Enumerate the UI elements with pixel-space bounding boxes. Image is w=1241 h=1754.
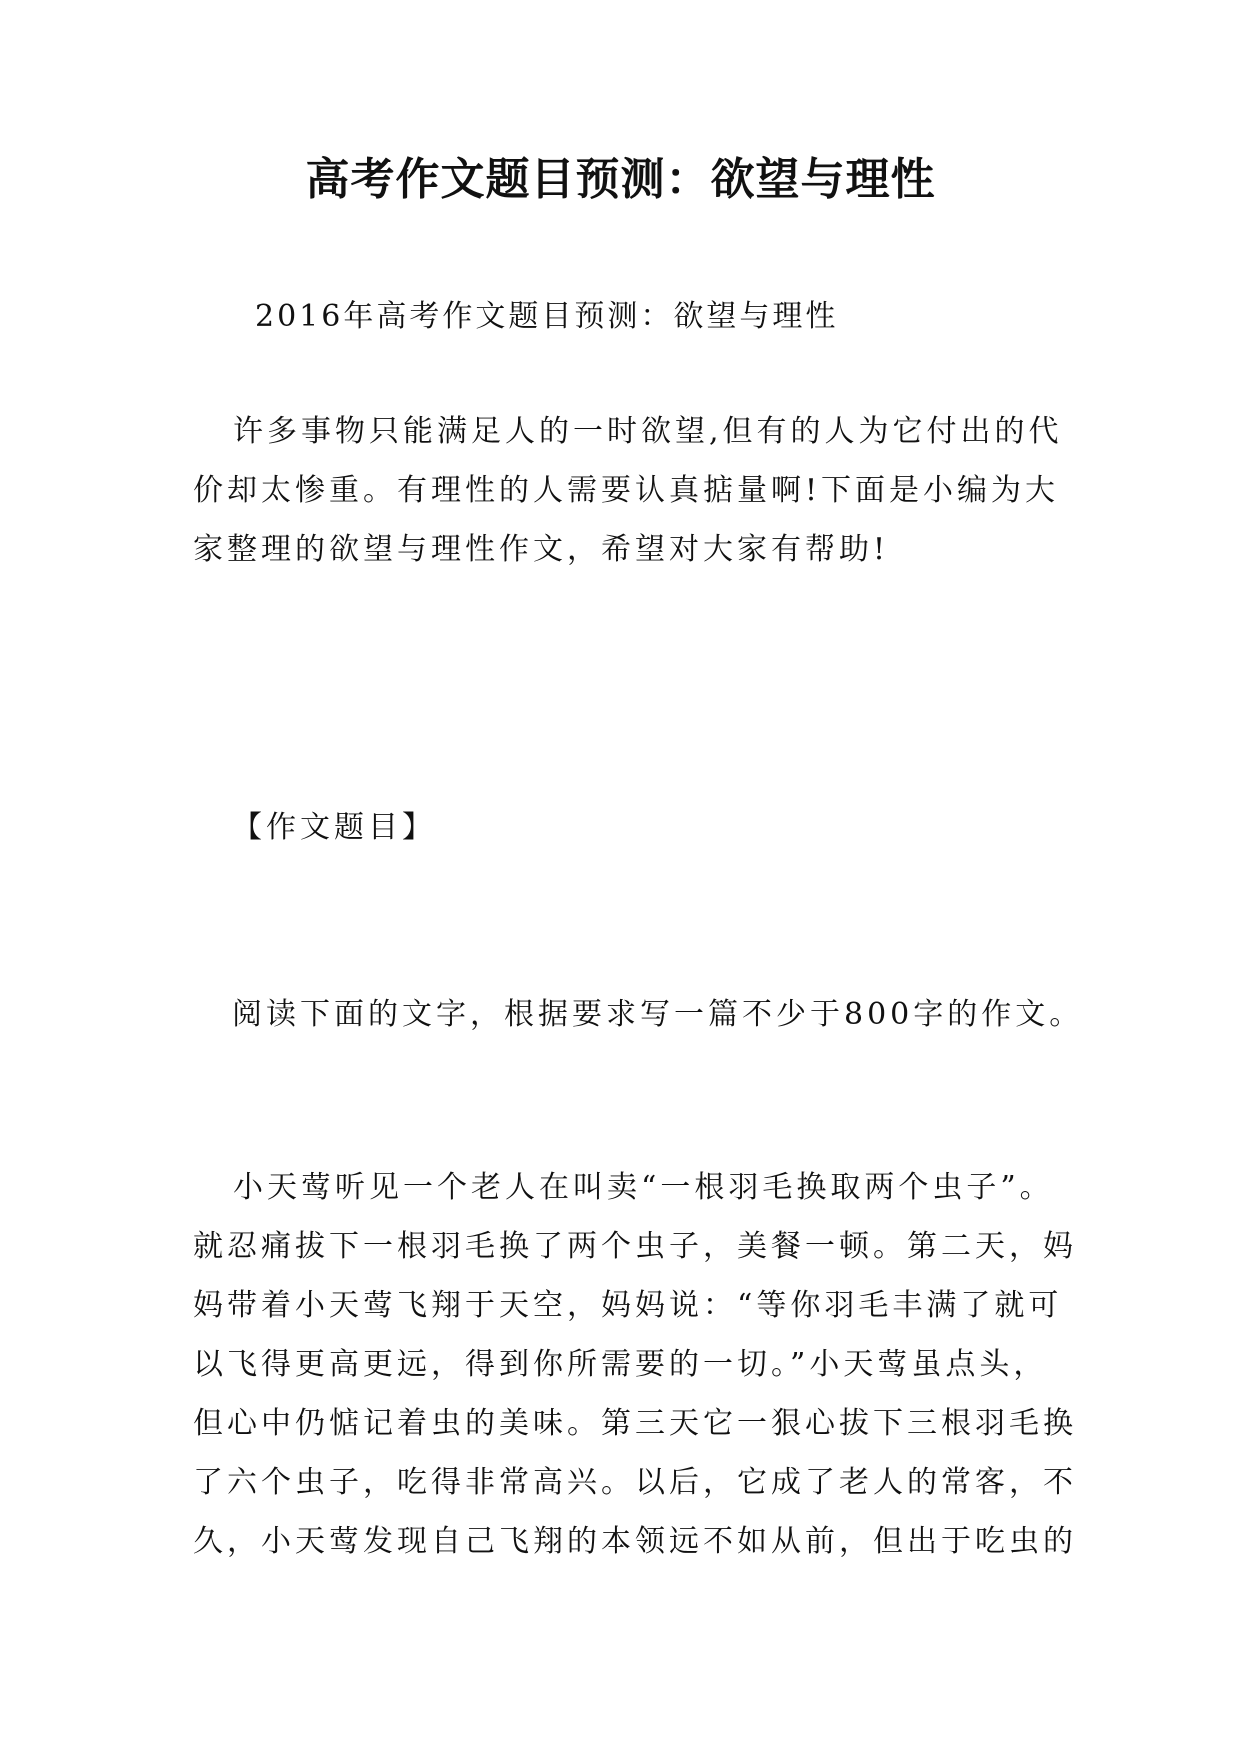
story-line: 以飞得更高更远，得到你所需要的一切。”小天莺虽点头， <box>193 1347 1048 1382</box>
intro-paragraph <box>193 402 1073 579</box>
intro-line: 许多事物只能满足人的一时欲望,但有的人为它付出的代 <box>233 414 1063 449</box>
intro-line: 家整理的欲望与理性作文，希望对大家有帮助! <box>193 532 890 567</box>
intro-line: 价却太惨重。有理性的人需要认真掂量啊!下面是小编为大 <box>193 473 1060 508</box>
story-line: 妈带着小天莺飞翔于天空，妈妈说：“等你羽毛丰满了就可 <box>193 1288 1063 1323</box>
story-line: 了六个虫子，吃得非常高兴。以后，它成了老人的常客，不 <box>193 1465 1077 1500</box>
story-line: 小天莺听见一个老人在叫卖“一根羽毛换取两个虫子”。 <box>233 1170 1054 1205</box>
essay-prompt: 阅读下面的文字，根据要求写一篇不少于800字的作文。 <box>232 997 1084 1032</box>
story-line: 但心中仍惦记着虫的美味。第三天它一狠心拔下三根羽毛换 <box>193 1406 1077 1441</box>
document-subtitle: 2016年高考作文题目预测：欲望与理性 <box>255 299 839 334</box>
story-paragraph <box>193 1158 1077 1571</box>
story-line: 就忍痛拔下一根羽毛换了两个虫子，美餐一顿。第二天，妈 <box>193 1229 1077 1264</box>
document-title: 高考作文题目预测：欲望与理性 <box>305 154 936 205</box>
story-line: 久，小天莺发现自己飞翔的本领远不如从前，但出于吃虫的 <box>193 1524 1077 1559</box>
section-heading: 【作文题目】 <box>232 810 436 845</box>
